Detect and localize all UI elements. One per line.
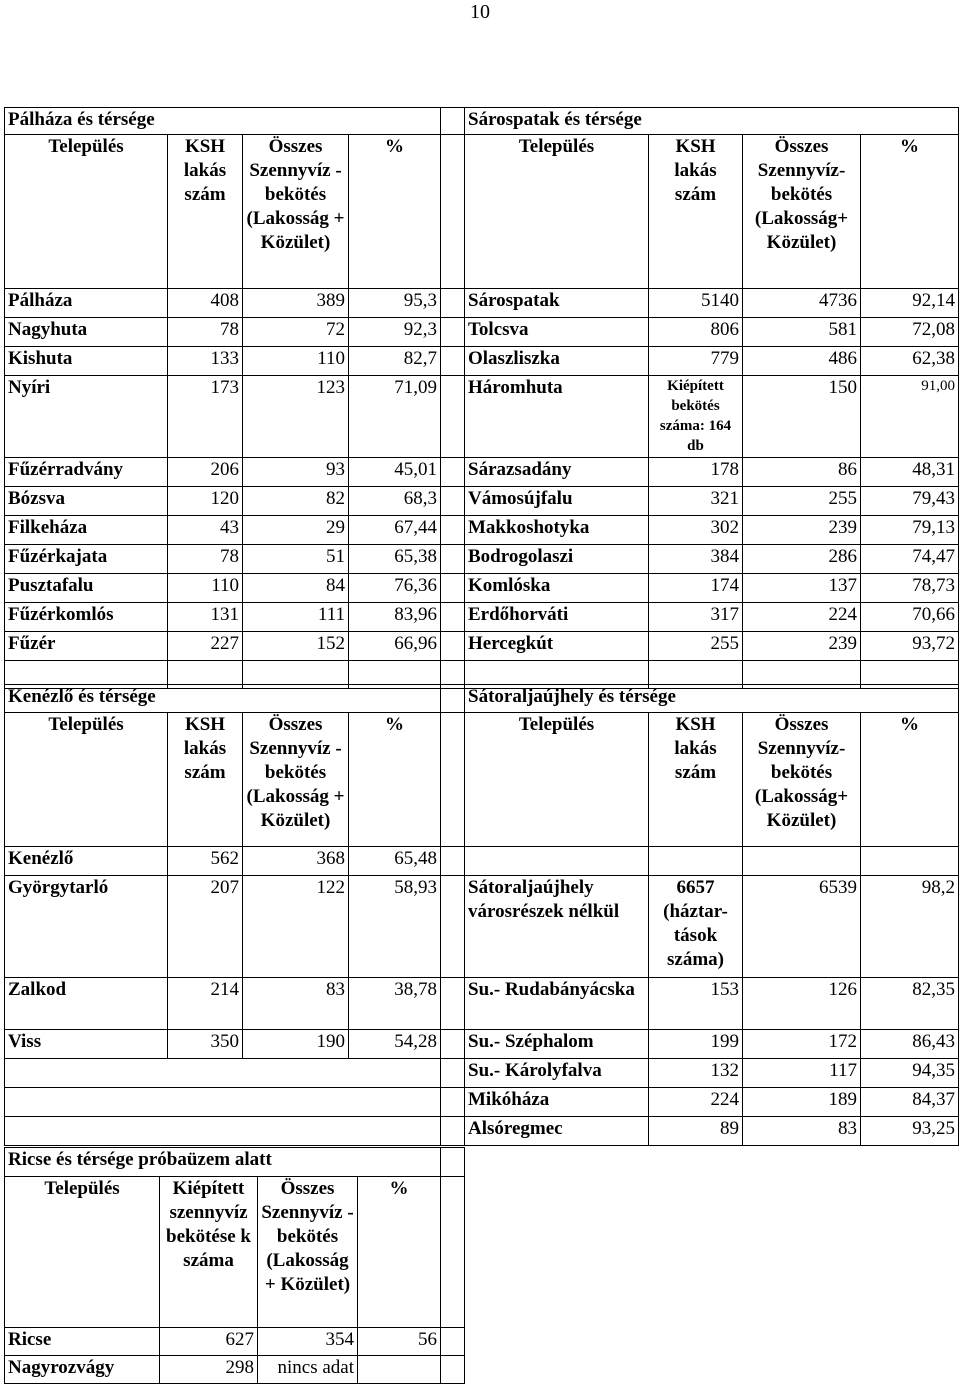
cell-pct: 65,38 bbox=[349, 545, 441, 574]
cell-ksh: 206 bbox=[168, 458, 243, 487]
cell-total: 172 bbox=[743, 1030, 861, 1059]
cell-ksh: 131 bbox=[168, 603, 243, 632]
header-percent: % bbox=[861, 713, 959, 847]
palhaza-table bbox=[4, 107, 465, 689]
cell-ksh: 43 bbox=[168, 516, 243, 545]
cell-total: 110 bbox=[243, 347, 349, 376]
table-row bbox=[465, 1030, 959, 1059]
page-number: 10 bbox=[470, 1, 490, 23]
cell-pct: 58,93 bbox=[349, 876, 441, 978]
cell-name: Fűzérradvány bbox=[5, 458, 168, 487]
cell-total: 239 bbox=[743, 632, 861, 661]
cell-total: 83 bbox=[243, 978, 349, 1030]
header-ksh: KSH lakás szám bbox=[168, 713, 243, 847]
table-row bbox=[465, 545, 959, 574]
table-row bbox=[465, 603, 959, 632]
table-row bbox=[5, 545, 465, 574]
cell-name: Su.- Károlyfalva bbox=[465, 1059, 649, 1088]
table-row bbox=[465, 347, 959, 376]
cell-total: 51 bbox=[243, 545, 349, 574]
cell-name: Vámosújfalu bbox=[465, 487, 649, 516]
cell-total: 6539 bbox=[743, 876, 861, 978]
cell-total: 286 bbox=[743, 545, 861, 574]
cell-total: 4736 bbox=[743, 289, 861, 318]
cell-name: Nagyrozvágy bbox=[5, 1356, 160, 1384]
cell-ksh: 78 bbox=[168, 545, 243, 574]
cell-total: 122 bbox=[243, 876, 349, 978]
satoraljaujhely-title: Sátoraljaújhely és térsége bbox=[465, 685, 959, 713]
cell-name: Kishuta bbox=[5, 347, 168, 376]
cell-pct: 94,35 bbox=[861, 1059, 959, 1088]
cell-name: Olaszliszka bbox=[465, 347, 649, 376]
cell-total: 29 bbox=[243, 516, 349, 545]
cell-total: 84 bbox=[243, 574, 349, 603]
cell-total: 86 bbox=[743, 458, 861, 487]
ricse-title: Ricse és térsége próbaüzem alatt bbox=[5, 1148, 441, 1177]
cell-name: Fűzér bbox=[5, 632, 168, 661]
cell-pct: 54,28 bbox=[349, 1030, 441, 1059]
header-osszes: Összes Szennyvíz - bekötés (Lakosság + Közület) bbox=[243, 135, 349, 289]
table-row bbox=[5, 516, 465, 545]
header-telepules: Település bbox=[5, 135, 168, 289]
cell-total: 111 bbox=[243, 603, 349, 632]
cell-ksh: 78 bbox=[168, 318, 243, 347]
cell-pct: 83,96 bbox=[349, 603, 441, 632]
cell-name: Pálháza bbox=[5, 289, 168, 318]
cell-total: 83 bbox=[743, 1117, 861, 1146]
cell-pct: 71,09 bbox=[349, 376, 441, 458]
cell-pct: 65,48 bbox=[349, 847, 441, 876]
cell-pct: 95,3 bbox=[349, 289, 441, 318]
cell-ksh: 806 bbox=[649, 318, 743, 347]
cell-name: Sárazsadány bbox=[465, 458, 649, 487]
cell-total: 189 bbox=[743, 1088, 861, 1117]
table-row bbox=[465, 458, 959, 487]
cell-pct: 48,31 bbox=[861, 458, 959, 487]
cell-ksh: 779 bbox=[649, 347, 743, 376]
cell-name: Alsóregmec bbox=[465, 1117, 649, 1146]
cell-name: Györgytarló bbox=[5, 876, 168, 978]
cell-name: Fűzérkomlós bbox=[5, 603, 168, 632]
kenezlo-table bbox=[4, 684, 465, 1146]
table-row bbox=[465, 1059, 959, 1088]
cell-total: 117 bbox=[743, 1059, 861, 1088]
cell-name: Mikóháza bbox=[465, 1088, 649, 1117]
cell-pct: 82,35 bbox=[861, 978, 959, 1030]
cell-total: 239 bbox=[743, 516, 861, 545]
cell-ksh: 317 bbox=[649, 603, 743, 632]
cell-pct: 92,14 bbox=[861, 289, 959, 318]
kenezlo-title: Kenézlő és térsége bbox=[5, 685, 441, 713]
cell-name: Fűzérkajata bbox=[5, 545, 168, 574]
cell-name: Ricse bbox=[5, 1328, 160, 1356]
cell-total: 255 bbox=[743, 487, 861, 516]
table-row bbox=[5, 289, 465, 318]
table-row bbox=[5, 347, 465, 376]
cell-pct: 76,36 bbox=[349, 574, 441, 603]
cell-name: Su.- Rudabányácska bbox=[465, 978, 649, 1030]
cell-total: 93 bbox=[243, 458, 349, 487]
cell-ksh: 199 bbox=[649, 1030, 743, 1059]
cell-ksh: 255 bbox=[649, 632, 743, 661]
cell-total: 72 bbox=[243, 318, 349, 347]
cell-pct: 86,43 bbox=[861, 1030, 959, 1059]
header-percent: % bbox=[861, 135, 959, 289]
cell-name: Komlóska bbox=[465, 574, 649, 603]
cell-pct: 79,13 bbox=[861, 516, 959, 545]
header-kiepitett: Kiépített szennyvíz bekötése k száma bbox=[160, 1177, 258, 1328]
cell-name: Filkeháza bbox=[5, 516, 168, 545]
cell-pct bbox=[358, 1356, 441, 1384]
cell-ksh: 133 bbox=[168, 347, 243, 376]
header-telepules: Település bbox=[465, 713, 649, 847]
header-osszes: Összes Szennyvíz-bekötés (Lakosság+ Közület) bbox=[743, 713, 861, 847]
table-row bbox=[465, 574, 959, 603]
cell-name: Pusztafalu bbox=[5, 574, 168, 603]
cell-ksh: 6657 (háztar-tások száma) bbox=[649, 876, 743, 978]
cell-name: Nagyhuta bbox=[5, 318, 168, 347]
cell-pct: 70,66 bbox=[861, 603, 959, 632]
cell-ksh: 227 bbox=[168, 632, 243, 661]
cell-ksh: 562 bbox=[168, 847, 243, 876]
cell-pct: 79,43 bbox=[861, 487, 959, 516]
table-row bbox=[5, 1356, 465, 1384]
cell-pct: 91,00 bbox=[861, 376, 959, 458]
cell-ksh: 302 bbox=[649, 516, 743, 545]
cell-ksh: 214 bbox=[168, 978, 243, 1030]
table-row bbox=[5, 487, 465, 516]
table-row bbox=[5, 1328, 465, 1356]
header-percent: % bbox=[358, 1177, 441, 1328]
cell-ksh: 408 bbox=[168, 289, 243, 318]
cell-pct: 45,01 bbox=[349, 458, 441, 487]
cell-kiepitett: 298 bbox=[160, 1356, 258, 1384]
cell-total: 224 bbox=[743, 603, 861, 632]
cell-ksh: 207 bbox=[168, 876, 243, 978]
cell-pct: 93,25 bbox=[861, 1117, 959, 1146]
header-ksh: KSH lakás szám bbox=[168, 135, 243, 289]
table-row bbox=[465, 376, 959, 458]
cell-pct: 62,38 bbox=[861, 347, 959, 376]
cell-name: Háromhuta bbox=[465, 376, 649, 458]
cell-total: 152 bbox=[243, 632, 349, 661]
cell-total: 581 bbox=[743, 318, 861, 347]
cell-ksh: Kiépített bekötés száma: 164 db bbox=[649, 376, 743, 458]
cell-name: Nyíri bbox=[5, 376, 168, 458]
header-ksh: KSH lakás szám bbox=[649, 713, 743, 847]
cell-name: Viss bbox=[5, 1030, 168, 1059]
table-row bbox=[465, 632, 959, 661]
table-row bbox=[465, 1117, 959, 1146]
cell-ksh: 178 bbox=[649, 458, 743, 487]
header-telepules: Település bbox=[5, 713, 168, 847]
cell-pct: 92,3 bbox=[349, 318, 441, 347]
sarospatak-table bbox=[464, 107, 959, 689]
cell-ksh: 120 bbox=[168, 487, 243, 516]
table-row bbox=[465, 516, 959, 545]
cell-pct: 56 bbox=[358, 1328, 441, 1356]
cell-ksh: 132 bbox=[649, 1059, 743, 1088]
header-percent: % bbox=[349, 135, 441, 289]
cell-name: Su.- Széphalom bbox=[465, 1030, 649, 1059]
cell-ksh: 350 bbox=[168, 1030, 243, 1059]
satoraljaujhely-table bbox=[464, 684, 959, 1146]
cell-total: 150 bbox=[743, 376, 861, 458]
cell-pct: 72,08 bbox=[861, 318, 959, 347]
table-row bbox=[5, 574, 465, 603]
header-ksh: KSH lakás szám bbox=[649, 135, 743, 289]
cell-name: Bodrogolaszi bbox=[465, 545, 649, 574]
cell-total: nincs adat bbox=[258, 1356, 358, 1384]
cell-pct: 74,47 bbox=[861, 545, 959, 574]
table-row bbox=[465, 1088, 959, 1117]
cell-total: 126 bbox=[743, 978, 861, 1030]
cell-pct: 98,2 bbox=[861, 876, 959, 978]
cell-name: Hercegkút bbox=[465, 632, 649, 661]
cell-total: 82 bbox=[243, 487, 349, 516]
cell-name: Sátoraljaújhely városrészek nélkül bbox=[465, 876, 649, 978]
cell-ksh: 153 bbox=[649, 978, 743, 1030]
cell-ksh: 89 bbox=[649, 1117, 743, 1146]
cell-pct: 78,73 bbox=[861, 574, 959, 603]
cell-ksh: 173 bbox=[168, 376, 243, 458]
cell-name: Sárospatak bbox=[465, 289, 649, 318]
cell-total: 123 bbox=[243, 376, 349, 458]
cell-ksh: 110 bbox=[168, 574, 243, 603]
table-row bbox=[5, 978, 465, 1030]
table-row bbox=[5, 876, 465, 978]
table-row bbox=[5, 1030, 465, 1059]
header-percent: % bbox=[349, 713, 441, 847]
table-row bbox=[465, 978, 959, 1030]
cell-ksh: 174 bbox=[649, 574, 743, 603]
cell-ksh: 321 bbox=[649, 487, 743, 516]
header-osszes: Összes Szennyvíz - bekötés (Lakosság + Közület) bbox=[243, 713, 349, 847]
cell-name: Bózsva bbox=[5, 487, 168, 516]
cell-name: Kenézlő bbox=[5, 847, 168, 876]
cell-ksh: 5140 bbox=[649, 289, 743, 318]
cell-total: 368 bbox=[243, 847, 349, 876]
cell-name: Makkoshotyka bbox=[465, 516, 649, 545]
table-row bbox=[5, 376, 465, 458]
table-row bbox=[465, 876, 959, 978]
cell-total: 190 bbox=[243, 1030, 349, 1059]
palhaza-title: Pálháza és térsége bbox=[5, 108, 441, 135]
cell-name: Zalkod bbox=[5, 978, 168, 1030]
cell-name: Erdőhorváti bbox=[465, 603, 649, 632]
cell-total: 389 bbox=[243, 289, 349, 318]
cell-pct: 84,37 bbox=[861, 1088, 959, 1117]
cell-kiepitett: 627 bbox=[160, 1328, 258, 1356]
cell-pct: 93,72 bbox=[861, 632, 959, 661]
ricse-table bbox=[4, 1147, 465, 1384]
table-row bbox=[5, 458, 465, 487]
table-row bbox=[5, 603, 465, 632]
cell-pct: 38,78 bbox=[349, 978, 441, 1030]
cell-pct: 67,44 bbox=[349, 516, 441, 545]
cell-pct: 68,3 bbox=[349, 487, 441, 516]
cell-ksh: 384 bbox=[649, 545, 743, 574]
table-row bbox=[465, 289, 959, 318]
table-row bbox=[5, 632, 465, 661]
table-row bbox=[465, 487, 959, 516]
cell-pct: 66,96 bbox=[349, 632, 441, 661]
cell-name: Tolcsva bbox=[465, 318, 649, 347]
table-row bbox=[5, 847, 465, 876]
header-osszes: Összes Szennyvíz - bekötés (Lakosság + Közület) bbox=[258, 1177, 358, 1328]
table-row bbox=[5, 318, 465, 347]
table-row bbox=[465, 318, 959, 347]
header-osszes: Összes Szennyvíz-bekötés (Lakosság+ Közület) bbox=[743, 135, 861, 289]
header-telepules: Település bbox=[465, 135, 649, 289]
cell-ksh: 224 bbox=[649, 1088, 743, 1117]
cell-pct: 82,7 bbox=[349, 347, 441, 376]
header-telepules: Település bbox=[5, 1177, 160, 1328]
cell-total: 486 bbox=[743, 347, 861, 376]
sarospatak-title: Sárospatak és térsége bbox=[465, 108, 959, 135]
cell-total: 137 bbox=[743, 574, 861, 603]
cell-total: 354 bbox=[258, 1328, 358, 1356]
